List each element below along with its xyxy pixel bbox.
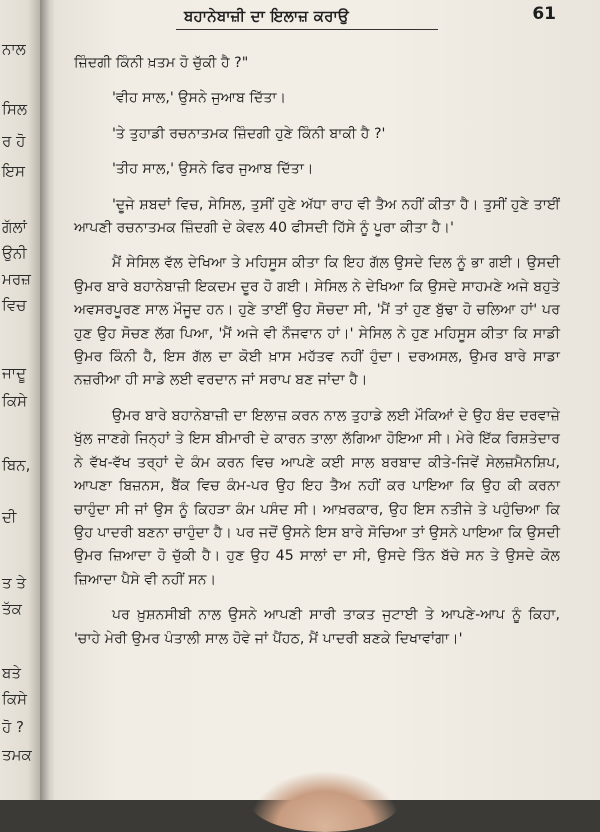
previous-page-fragment: ਤੱਕ [2,600,22,618]
previous-page-fragment: ਗੱਲਾਂ [2,218,27,236]
previous-page-fragment: ਇਸ [2,162,26,180]
header-underline [176,29,438,30]
previous-page-fragment: ਸਿਲ [2,100,27,118]
previous-page-fragment: ਕਿਸੇ [2,690,28,708]
previous-page-fragment: ਵਿਚ [2,296,27,314]
paragraph: 'ਤੇ ਤੁਹਾਡੀ ਰਚਨਾਤਮਕ ਜ਼ਿੰਦਗੀ ਹੁਣੇ ਕਿੰਨੀ ਬਾਕੀ ਹੈ ?' [112,125,386,142]
previous-page-fragment: ਉਨੀ [2,244,27,262]
paragraph: ਉਮਰ ਬਾਰੇ ਬਹਾਨੇਬਾਜ਼ੀ ਦਾ ਇਲਾਜ਼ ਕਰਨ ਨਾਲ ਤੁਹਾਡੇ ਲਈ ਮੌਕਿਆਂ ਦੇ ਉਹ ਬੰਦ ਦਰਵਾਜ਼ੇ ਖੁੱਲ ਜਾਣਗੇ ਜਿਨ੍ਹਾਂ ਤੇ ਇਸ ਬੀਮਾਰੀ ਦੇ ਕਾਰਨ ਤਾਲਾ ਲੱਗਿਆ ਹੋਇਆ ਸੀ। ਮੇਰੇ ਇੱਕ ਰਿਸ਼ਤੇਦਾਰ ਨੇ ਵੱਖ-ਵੱਖ ਤਰ੍ਹਾਂ ਦੇ ਕੰਮ ਕਰਨ ਵਿਚ ਆਪਣੇ ਕਈ ਸਾਲ ਬਰਬਾਦ ਕੀਤੇ-ਜਿਵੇਂ ਸੇਲਜ਼ਮੈਨਸ਼ਿਪ, ਆਪਣਾ ਬਿਜ਼ਨਸ, ਬੈਂਕ ਵਿਚ ਕੰਮ-ਪਰ ਉਹ ਇਹ ਤੈਅ ਨਹੀਂ ਕਰ ਪਾਇਆ ਕਿ ਉਹ ਕੀ ਕਰਨਾ ਚਾਹੁੰਦਾ ਸੀ ਜਾਂ ਉਸ ਨੂੰ ਕਿਹੜਾ ਕੰਮ ਪਸੰਦ ਸੀ। ਆਖ਼ਰਕਾਰ, ਉਹ ਇਸ ਨਤੀਜੇ ਤੇ ਪਹੁੰਚਿਆ ਕਿ ਉਹ ਪਾਦਰੀ ਬਣਨਾ ਚਾਹੁੰਦਾ ਹੈ। ਪਰ ਜਦੋਂ ਉਸਨੇ ਇਸ ਬਾਰੇ ਸੋਚਿਆ ਤਾਂ ਉਸਨੇ ਪਾਇਆ ਕਿ ਉਸਦੀ ਉਮਰ ਜ਼ਿਆਦਾ ਹੋ ਚੁੱਕੀ ਹੈ। ਹੁਣ ਉਹ 45 ਸਾਲਾਂ ਦਾ ਸੀ, ਉਸਦੇ ਤਿੰਨ ਬੱਚੇ ਸਨ ਤੇ ਉਸਦੇ ਕੋਲ ਜ਼ਿਆਦਾ ਪੈਸੇ ਵੀ ਨਹੀਂ ਸਨ। [74,407,560,588]
paragraph: 'ਤੀਹ ਸਾਲ,' ਉਸਨੇ ਫਿਰ ਜੁਆਬ ਦਿੱਤਾ। [112,161,314,178]
finger-shadow [250,772,400,832]
paragraph: ਮੈਂ ਸੇਸਿਲ ਵੱਲ ਦੇਖਿਆ ਤੇ ਮਹਿਸੂਸ ਕੀਤਾ ਕਿ ਇਹ ਗੱਲ ਉਸਦੇ ਦਿਲ ਨੂੰ ਭਾ ਗਈ। ਉਸਦੀ ਉਮਰ ਬਾਰੇ ਬਹਾਨੇਬਾਜ਼ੀ ਇਕਦਮ ਦੂਰ ਹੋ ਗਈ। ਸੇਸਿਲ ਨੇ ਦੇਖਿਆ ਕਿ ਉਸਦੇ ਸਾਹਮਣੇ ਅਜੇ ਬਹੁਤੇ ਅਵਸਰਪੂਰਣ ਸਾਲ ਮੌਜੂਦ ਹਨ। ਹੁਣੇ ਤਾਈਂ ਉਹ ਸੋਚਦਾ ਸੀ, 'ਮੈਂ ਤਾਂ ਹੁਣ ਬੁੱਢਾ ਹੋ ਚਲਿਆ ਹਾਂ' ਪਰ ਹੁਣ ਉਹ ਸੋਚਣ ਲੱਗ ਪਿਆ, 'ਮੈਂ ਅਜੇ ਵੀ ਨੌਜਵਾਨ ਹਾਂ।' ਸੇਸਿਲ ਨੇ ਹੁਣ ਮਹਿਸੂਸ ਕੀਤਾ ਕਿ ਸਾਡੀ ਉਮਰ ਕਿੰਨੀ ਹੈ, ਇਸ ਗੱਲ ਦਾ ਕੋਈ ਖ਼ਾਸ ਮਹੱਤਵ ਨਹੀਂ ਹੁੰਦਾ। ਦਰਅਸਲ, ਉਮਰ ਬਾਰੇ ਸਾਡਾ ਨਜ਼ਰੀਆ ਹੀ ਸਾਡੇ ਲਈ ਵਰਦਾਨ ਜਾਂ ਸਰਾਪ ਬਣ ਜਾਂਦਾ ਹੈ। [74,255,560,389]
previous-page-fragment: ਨਾਲ [2,40,26,58]
paragraph: ਜ਼ਿੰਦਗੀ ਕਿੰਨੀ ਖ਼ਤਮ ਹੋ ਚੁੱਕੀ ਹੈ ?" [74,55,249,71]
previous-page-fragment: ਜਾਦੂ [2,364,27,382]
paragraph: 'ਦੂਜੇ ਸ਼ਬਦਾਂ ਵਿਚ, ਸੇਸਿਲ, ਤੁਸੀਂ ਹੁਣੇ ਅੱਧਾ ਰਾਹ ਵੀ ਤੈਅ ਨਹੀਂ ਕੀਤਾ ਹੈ। ਤੁਸੀਂ ਹੁਣੇ ਤਾਈਂ ਆਪਣੀ ਰਚਨਾਤਮਕ ਜ਼ਿੰਦਗੀ ਦੇ ਕੇਵਲ 40 ਫੀਸਦੀ ਹਿੱਸੇ ਨੂੰ ਪੂਰਾ ਕੀਤਾ ਹੈ।' [74,196,560,237]
previous-page-fragment: ਰ ਹੋ [2,132,26,150]
paragraph: 'ਵੀਹ ਸਾਲ,' ਉਸਨੇ ਜੁਆਬ ਦਿੱਤਾ। [112,90,287,107]
previous-page-fragment: ਦੀ [2,508,17,526]
previous-page-edge [0,0,40,800]
previous-page-fragment: ਬਤੇ [2,664,21,682]
previous-page-fragment: ਹੋ ? [2,718,24,736]
paragraph: ਪਰ ਖ਼ੁਸ਼ਨਸੀਬੀ ਨਾਲ ਉਸਨੇ ਆਪਣੀ ਸਾਰੀ ਤਾਕਤ ਜੁਟਾਈ ਤੇ ਆਪਣੇ-ਆਪ ਨੂੰ ਕਿਹਾ, 'ਚਾਹੇ ਮੇਰੀ ਉਮਰ ਪੰਤਾਲੀ ਸਾਲ ਹੋਵੇ ਜਾਂ ਪੈਂਹਠ, ਮੈਂ ਪਾਦਰੀ ਬਣਕੇ ਦਿਖਾਵਾਂਗਾ।' [74,607,560,647]
running-header [64,4,584,30]
running-title: ਬਹਾਨੇਬਾਜ਼ੀ ਦਾ ਇਲਾਜ਼ ਕਰਾਉ [184,7,349,25]
body-text [74,52,560,663]
previous-page-fragment: ਮਰਜ਼ [2,270,31,288]
previous-page-fragment: ਤ ਤੇ [2,574,26,592]
book-page [54,0,600,800]
previous-page-fragment: ਬਿਨ, [2,456,31,474]
previous-page-fragment: ਤਮਕ [2,746,32,764]
previous-page-fragment: ਕਿਸੇ [2,392,28,410]
page-number: 61 [532,4,556,24]
